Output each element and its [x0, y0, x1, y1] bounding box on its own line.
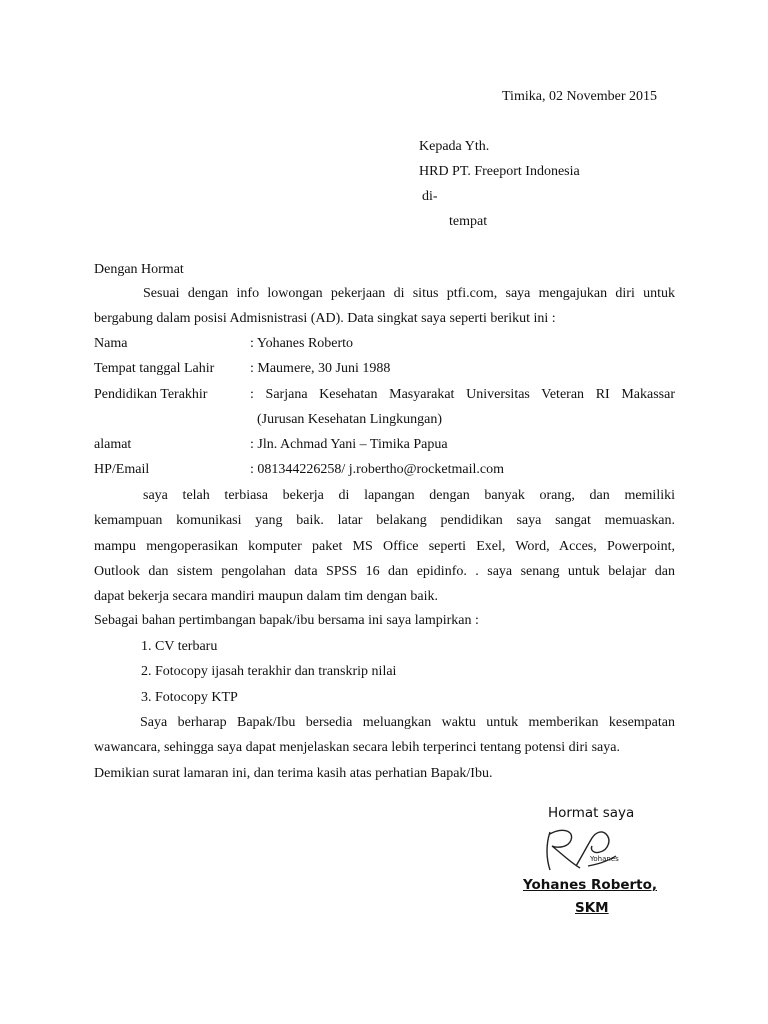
name-label: Nama	[94, 336, 128, 351]
closing-line-3: Demikian surat lamaran ini, dan terima kasih atas perhatian Bapak/Ibu.	[94, 766, 493, 781]
body-line-4: Outlook dan sistem pengolahan data SPSS 16 dan epidinfo. . saya senang untuk belajar dan	[94, 564, 675, 579]
intro-line-2: bergabung dalam posisi Admisnistrasi (AD). Data singkat saya seperti berikut ini :	[94, 311, 556, 326]
signature-handwriting-text: Yohanes	[590, 855, 619, 863]
closing-line-1: Saya berharap Bapak/Ibu bersedia meluangkan waktu untuk memberikan kesempatan	[140, 715, 675, 730]
body-line-5: dapat bekerja secara mandiri maupun dalam tim dengan baik.	[94, 589, 439, 604]
body-line-3: mampu mengoperasikan komputer paket MS Office seperti Exel, Word, Acces, Powerpoint,	[94, 539, 675, 554]
signature-degree: SKM	[575, 900, 609, 916]
recipient-line-4: tempat	[449, 214, 488, 229]
education-value: : Sarjana Kesehatan Masyarakat Universitas Veteran RI Makassar	[250, 387, 675, 402]
signature-salutation: Hormat saya	[548, 805, 635, 821]
address-value: : Jln. Achmad Yani – Timika Papua	[250, 437, 448, 452]
contact-label: HP/Email	[94, 462, 150, 477]
attachments-intro: Sebagai bahan pertimbangan bapak/ibu bersama ini saya lampirkan :	[94, 613, 479, 628]
signature-name: Yohanes Roberto,	[523, 877, 658, 893]
birth-value: : Maumere, 30 Juni 1988	[250, 361, 391, 376]
address-label: alamat	[94, 437, 132, 452]
contact-value: : 081344226258/ j.robertho@rocketmail.com	[250, 462, 504, 477]
recipient-line-3: di-	[422, 189, 438, 204]
body-line-1: saya telah terbiasa bekerja di lapangan dengan banyak orang, dan memiliki	[143, 488, 675, 503]
attachment-item: 1. CV terbaru	[141, 639, 218, 654]
attachment-item: 2. Fotocopy ijasah terakhir dan transkrip nilai	[141, 664, 397, 679]
intro-line-1: Sesuai dengan info lowongan pekerjaan di situs ptfi.com, saya mengajukan diri untuk	[143, 286, 675, 301]
recipient-line-1: Kepada Yth.	[419, 139, 490, 154]
name-value: : Yohanes Roberto	[250, 336, 354, 351]
greeting: Dengan Hormat	[94, 262, 184, 277]
education-label: Pendidikan Terakhir	[94, 387, 208, 402]
closing-line-2: wawancara, sehingga saya dapat menjelaskan secara lebih terperinci tentang potensi diri saya.	[94, 740, 620, 755]
birth-label: Tempat tanggal Lahir	[94, 361, 215, 376]
date-line: Timika, 02 November 2015	[502, 89, 658, 104]
handwritten-signature	[542, 826, 632, 876]
recipient-line-2: HRD PT. Freeport Indonesia	[419, 164, 580, 179]
attachment-item: 3. Fotocopy KTP	[141, 690, 238, 705]
education-value-2: (Jurusan Kesehatan Lingkungan)	[257, 412, 443, 427]
body-line-2: kemampuan komunikasi yang baik. latar belakang pendidikan saya sangat memuaskan.	[94, 513, 675, 528]
